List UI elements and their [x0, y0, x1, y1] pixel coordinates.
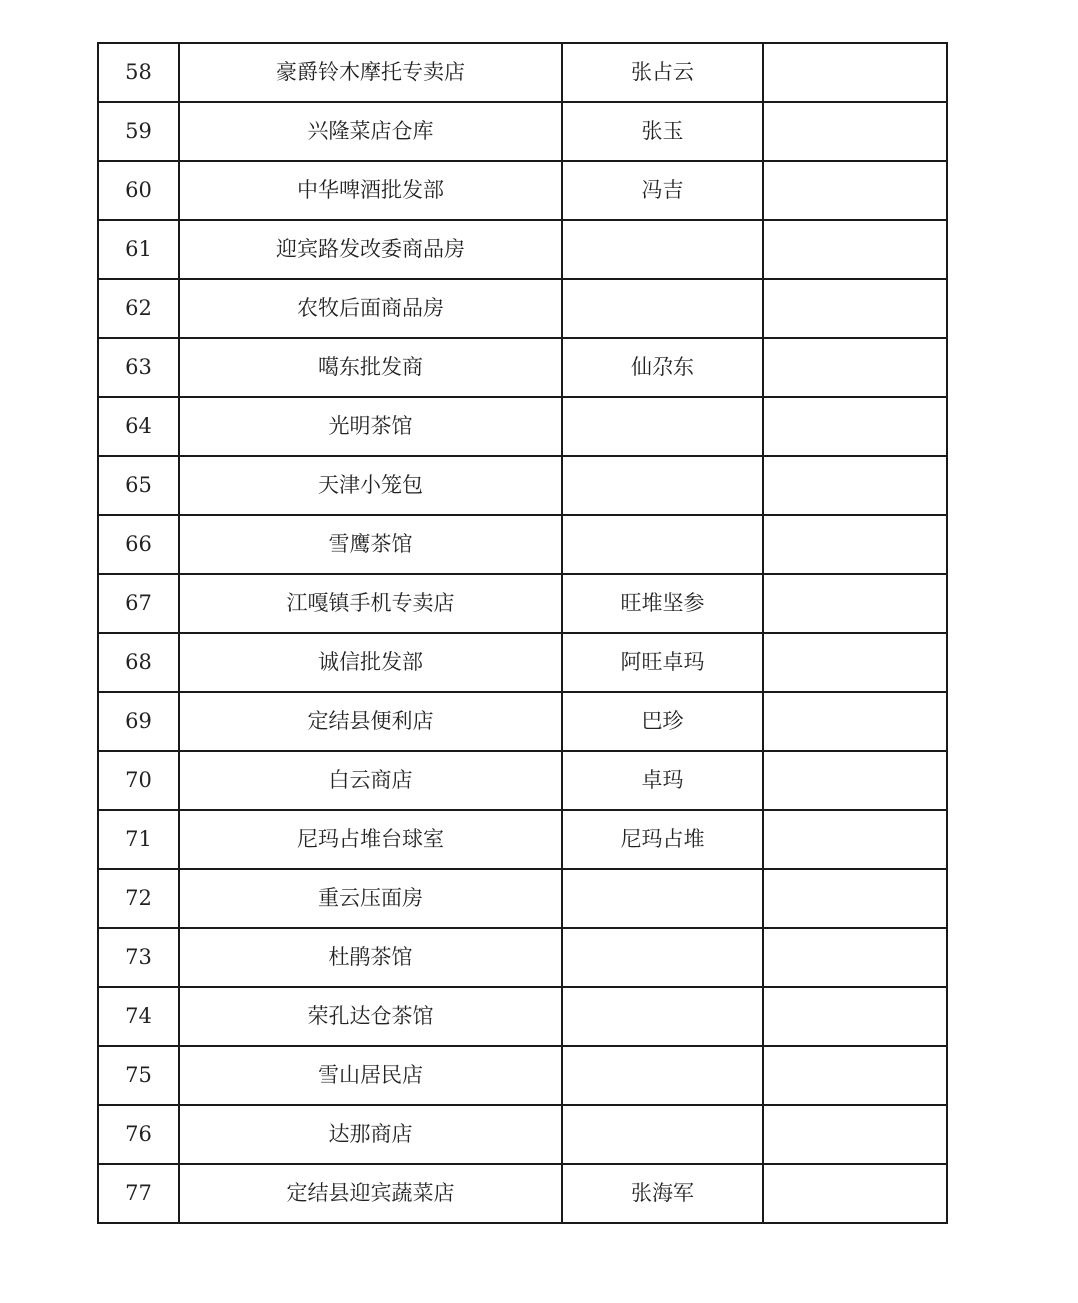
remarks-cell [763, 1046, 947, 1105]
owner-name-cell: 旺堆坚参 [562, 574, 763, 633]
shop-name-cell: 定结县便利店 [179, 692, 562, 751]
table-row [98, 810, 947, 869]
shop-name-cell: 雪山居民店 [179, 1046, 562, 1105]
table-row [98, 1164, 947, 1223]
remarks-cell [763, 220, 947, 279]
shop-name-cell: 兴隆菜店仓库 [179, 102, 562, 161]
owner-name-cell [562, 1046, 763, 1105]
shop-name-cell: 雪鹰茶馆 [179, 515, 562, 574]
remarks-cell [763, 1164, 947, 1223]
remarks-cell [763, 869, 947, 928]
shop-name-cell: 重云压面房 [179, 869, 562, 928]
row-number-cell: 71 [98, 810, 179, 869]
owner-name-cell: 张占云 [562, 43, 763, 102]
table-row [98, 1105, 947, 1164]
shop-name-cell: 诚信批发部 [179, 633, 562, 692]
remarks-cell [763, 397, 947, 456]
remarks-cell [763, 515, 947, 574]
table-row [98, 869, 947, 928]
remarks-cell [763, 102, 947, 161]
table-row [98, 43, 947, 102]
table-row [98, 397, 947, 456]
remarks-cell [763, 43, 947, 102]
owner-name-cell [562, 456, 763, 515]
row-number-cell: 62 [98, 279, 179, 338]
owner-name-cell [562, 987, 763, 1046]
owner-name-cell [562, 397, 763, 456]
shop-name-cell: 定结县迎宾蔬菜店 [179, 1164, 562, 1223]
table-row [98, 987, 947, 1046]
table-row [98, 633, 947, 692]
shop-name-cell: 光明茶馆 [179, 397, 562, 456]
owner-name-cell: 尼玛占堆 [562, 810, 763, 869]
table-row [98, 220, 947, 279]
table-row [98, 456, 947, 515]
row-number-cell: 60 [98, 161, 179, 220]
registry-table-body [98, 43, 947, 1223]
remarks-cell [763, 1105, 947, 1164]
remarks-cell [763, 987, 947, 1046]
shop-name-cell: 噶东批发商 [179, 338, 562, 397]
registry-table [97, 42, 948, 1224]
table-row [98, 338, 947, 397]
shop-name-cell: 迎宾路发改委商品房 [179, 220, 562, 279]
owner-name-cell: 张玉 [562, 102, 763, 161]
owner-name-cell [562, 515, 763, 574]
table-row [98, 279, 947, 338]
row-number-cell: 64 [98, 397, 179, 456]
shop-name-cell: 中华啤酒批发部 [179, 161, 562, 220]
owner-name-cell: 张海军 [562, 1164, 763, 1223]
table-row [98, 102, 947, 161]
row-number-cell: 61 [98, 220, 179, 279]
shop-name-cell: 白云商店 [179, 751, 562, 810]
table-row [98, 515, 947, 574]
row-number-cell: 67 [98, 574, 179, 633]
owner-name-cell [562, 928, 763, 987]
shop-name-cell: 农牧后面商品房 [179, 279, 562, 338]
shop-name-cell: 天津小笼包 [179, 456, 562, 515]
owner-name-cell: 卓玛 [562, 751, 763, 810]
row-number-cell: 73 [98, 928, 179, 987]
remarks-cell [763, 456, 947, 515]
shop-name-cell: 尼玛占堆台球室 [179, 810, 562, 869]
remarks-cell [763, 751, 947, 810]
owner-name-cell: 巴珍 [562, 692, 763, 751]
row-number-cell: 70 [98, 751, 179, 810]
row-number-cell: 68 [98, 633, 179, 692]
owner-name-cell [562, 220, 763, 279]
row-number-cell: 72 [98, 869, 179, 928]
table-row [98, 161, 947, 220]
owner-name-cell: 冯吉 [562, 161, 763, 220]
shop-name-cell: 荣孔达仓茶馆 [179, 987, 562, 1046]
remarks-cell [763, 338, 947, 397]
row-number-cell: 77 [98, 1164, 179, 1223]
shop-name-cell: 达那商店 [179, 1105, 562, 1164]
row-number-cell: 65 [98, 456, 179, 515]
table-row [98, 1046, 947, 1105]
shop-name-cell: 江嘎镇手机专卖店 [179, 574, 562, 633]
owner-name-cell [562, 1105, 763, 1164]
remarks-cell [763, 574, 947, 633]
remarks-cell [763, 161, 947, 220]
row-number-cell: 58 [98, 43, 179, 102]
table-row [98, 928, 947, 987]
shop-name-cell: 豪爵铃木摩托专卖店 [179, 43, 562, 102]
remarks-cell [763, 633, 947, 692]
row-number-cell: 66 [98, 515, 179, 574]
row-number-cell: 74 [98, 987, 179, 1046]
remarks-cell [763, 810, 947, 869]
owner-name-cell [562, 279, 763, 338]
owner-name-cell: 仙尕东 [562, 338, 763, 397]
table-row [98, 751, 947, 810]
table-row [98, 692, 947, 751]
row-number-cell: 63 [98, 338, 179, 397]
row-number-cell: 76 [98, 1105, 179, 1164]
row-number-cell: 59 [98, 102, 179, 161]
row-number-cell: 75 [98, 1046, 179, 1105]
remarks-cell [763, 928, 947, 987]
row-number-cell: 69 [98, 692, 179, 751]
table-row [98, 574, 947, 633]
remarks-cell [763, 279, 947, 338]
owner-name-cell: 阿旺卓玛 [562, 633, 763, 692]
shop-name-cell: 杜鹃茶馆 [179, 928, 562, 987]
remarks-cell [763, 692, 947, 751]
owner-name-cell [562, 869, 763, 928]
